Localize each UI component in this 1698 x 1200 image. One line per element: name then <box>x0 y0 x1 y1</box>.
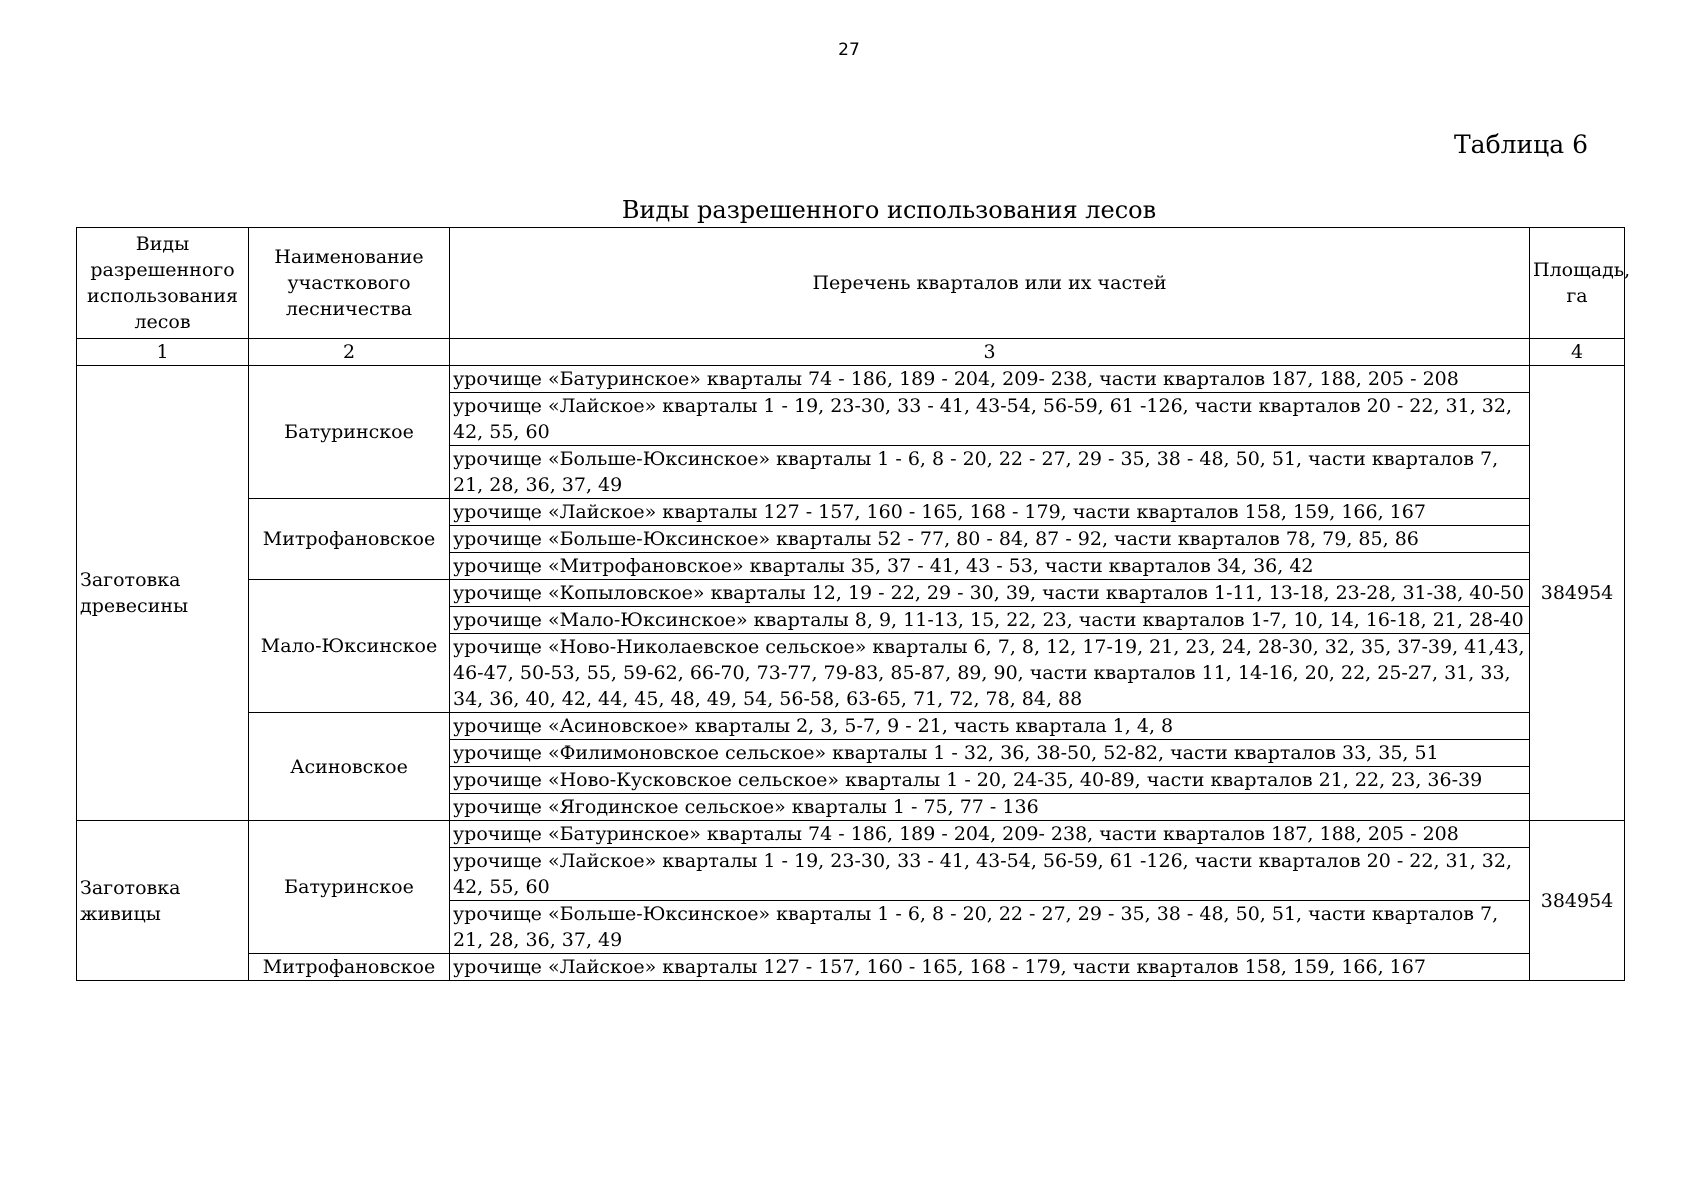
header-row <box>77 228 1625 339</box>
quarters-cell: урочище «Мало-Юксинское» кварталы 8, 9, 11-13, 15, 22, 23, части кварталов 1-7, 10, 14, 16-18, 21, 28-40 <box>450 607 1530 634</box>
forestry-cell: Митрофановское <box>249 499 450 580</box>
table-row <box>77 713 1625 740</box>
forestry-cell: Батуринское <box>249 821 450 954</box>
quarters-cell: урочище «Лайское» кварталы 1 - 19, 23-30, 33 - 41, 43-54, 56-59, 61 -126, части кварталов 20 - 22, 31, 32, 42, 55, 60 <box>450 848 1530 901</box>
table-row <box>77 821 1625 848</box>
quarters-cell: урочище «Филимоновское сельское» кварталы 1 - 32, 36, 38-50, 52-82, части кварталов 33, 35, 51 <box>450 740 1530 767</box>
table-row <box>77 580 1625 607</box>
forestry-cell: Митрофановское <box>249 954 450 981</box>
quarters-cell: урочище «Ягодинское сельское» кварталы 1 - 75, 77 - 136 <box>450 794 1530 821</box>
column-number: 3 <box>450 339 1530 366</box>
header-area: Площадь, га <box>1530 228 1625 339</box>
column-number-row <box>77 339 1625 366</box>
header-forestry: Наименование участкового лесничества <box>249 228 450 339</box>
quarters-cell: урочище «Лайское» кварталы 127 - 157, 160 - 165, 168 - 179, части кварталов 158, 159, 166, 167 <box>450 499 1530 526</box>
table-row <box>77 499 1625 526</box>
forestry-cell: Асиновское <box>249 713 450 821</box>
page-number: 27 <box>838 40 860 60</box>
quarters-cell: урочище «Ново-Кусковское сельское» кварталы 1 - 20, 24-35, 40-89, части кварталов 21, 22, 23, 36-39 <box>450 767 1530 794</box>
quarters-cell: урочище «Асиновское» кварталы 2, 3, 5-7, 9 - 21, часть квартала 1, 4, 8 <box>450 713 1530 740</box>
quarters-cell: урочище «Больше-Юксинское» кварталы 52 - 77, 80 - 84, 87 - 92, части кварталов 78, 79, 85, 86 <box>450 526 1530 553</box>
column-number: 2 <box>249 339 450 366</box>
table-title: Виды разрешенного использования лесов <box>621 196 1157 224</box>
header-use-type: Виды разрешенного использования лесов <box>77 228 249 339</box>
area-cell: 384954 <box>1530 821 1625 981</box>
column-number: 4 <box>1530 339 1625 366</box>
forestry-cell: Батуринское <box>249 366 450 499</box>
quarters-cell: урочище «Батуринское» кварталы 74 - 186, 189 - 204, 209- 238, части кварталов 187, 188, 205 - 208 <box>450 366 1530 393</box>
quarters-cell: урочище «Копыловское» кварталы 12, 19 - 22, 29 - 30, 39, части кварталов 1-11, 13-18, 23-28, 31-38, 40-50 <box>450 580 1530 607</box>
table-row <box>77 366 1625 393</box>
quarters-cell: урочище «Лайское» кварталы 1 - 19, 23-30, 33 - 41, 43-54, 56-59, 61 -126, части кварталов 20 - 22, 31, 32, 42, 55, 60 <box>450 393 1530 446</box>
table-row <box>77 954 1625 981</box>
quarters-cell: урочище «Батуринское» кварталы 74 - 186, 189 - 204, 209- 238, части кварталов 187, 188, 205 - 208 <box>450 821 1530 848</box>
quarters-cell: урочище «Лайское» кварталы 127 - 157, 160 - 165, 168 - 179, части кварталов 158, 159, 166, 167 <box>450 954 1530 981</box>
quarters-cell: урочище «Больше-Юксинское» кварталы 1 - 6, 8 - 20, 22 - 27, 29 - 35, 38 - 48, 50, 51, части кварталов 7, 21, 28, 36, 37, 49 <box>450 901 1530 954</box>
table-label: Таблица 6 <box>1453 130 1588 159</box>
forest-use-table <box>76 227 1631 981</box>
column-number: 1 <box>77 339 249 366</box>
quarters-cell: урочище «Больше-Юксинское» кварталы 1 - 6, 8 - 20, 22 - 27, 29 - 35, 38 - 48, 50, 51, части кварталов 7, 21, 28, 36, 37, 49 <box>450 446 1530 499</box>
quarters-cell: урочище «Ново-Николаевское сельское» кварталы 6, 7, 8, 12, 17-19, 21, 23, 24, 28-30, 32, 35, 37-39, 41,43, 46-47, 50-53, 55, 59-62, 66-70, 73-77, 79-83, 85-87, 89, 90, части кварталов 11, 14-16, 20, 22, 25-27, 31, 33, 34, 36, 40, 42, 44, 45, 48, 49, 54, 56-58, 63-65, 71, 72, 78, 84, 88 <box>450 634 1530 713</box>
use-type-cell: Заготовка живицы <box>77 821 249 981</box>
area-cell: 384954 <box>1530 366 1625 821</box>
use-type-cell: Заготовка древесины <box>77 366 249 821</box>
header-quarters: Перечень кварталов или их частей <box>450 228 1530 339</box>
forestry-cell: Мало-Юксинское <box>249 580 450 713</box>
quarters-cell: урочище «Митрофановское» кварталы 35, 37 - 41, 43 - 53, части кварталов 34, 36, 42 <box>450 553 1530 580</box>
